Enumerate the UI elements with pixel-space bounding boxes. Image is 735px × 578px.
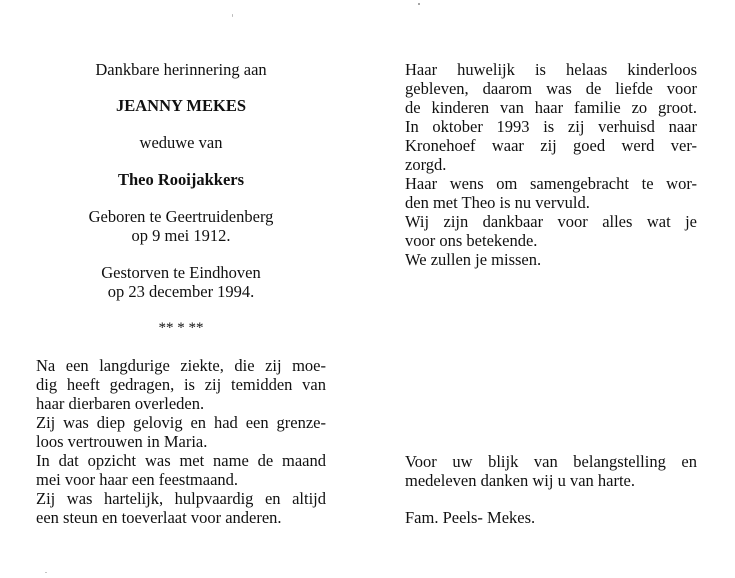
paragraph-line: Na een langdurige ziekte, die zij moe- (36, 356, 326, 375)
left-paragraph (36, 356, 326, 527)
scan-speck (232, 14, 233, 17)
deceased-name: JEANNY MEKES (115, 96, 247, 115)
intro-text: Dankbare herinnering aan (95, 60, 267, 79)
paragraph-line: gebleven, daarom was de liefde voor (405, 79, 697, 98)
paragraph-line: een steun en toeverlaat voor anderen. (36, 508, 282, 527)
thanks-line: medeleven danken wij u van harte. (405, 471, 635, 490)
paragraph-line: Zij was diep gelovig en had een grenze- (36, 413, 326, 432)
death-place: Gestorven te Eindhoven (101, 263, 261, 282)
paragraph-line: voor ons betekende. (405, 231, 538, 250)
paragraph-line: loos vertrouwen in Maria. (36, 432, 208, 451)
death-date: op 23 december 1994. (107, 282, 255, 301)
paragraph-line: In dat opzicht was met name de maand (36, 451, 326, 470)
paragraph-line: Haar wens om samengebracht te wor- (405, 174, 697, 193)
paragraph-line: We zullen je missen. (405, 250, 542, 269)
family-signature: Fam. Peels- Mekes. (405, 508, 536, 527)
separator-stars: ** * ** (158, 320, 204, 336)
paragraph-line: mei voor haar een feestmaand. (36, 470, 239, 489)
widow-of-text: weduwe van (139, 133, 223, 152)
paragraph-line: de kinderen van haar familie zo groot. (405, 98, 697, 117)
paragraph-line: Zij was hartelijk, hulpvaardig en altijd (36, 489, 326, 508)
birth-date: op 9 mei 1912. (131, 226, 231, 245)
paragraph-line: dig heeft gedragen, is zij temidden van (36, 375, 326, 394)
birth-place: Geboren te Geertruidenberg (88, 207, 274, 226)
scan-speck (418, 3, 420, 5)
paragraph-line: haar dierbaren overleden. (36, 394, 205, 413)
thanks-line: Voor uw blijk van belangstelling en (405, 452, 697, 471)
paragraph-line: Kronehoef waar zij goed werd ver- (405, 136, 697, 155)
scan-speck (45, 572, 47, 573)
thanks-block (405, 452, 697, 490)
paragraph-line: In oktober 1993 is zij verhuisd naar (405, 117, 697, 136)
paragraph-line: Haar huwelijk is helaas kinderloos (405, 60, 697, 79)
spouse-name: Theo Rooijakkers (117, 170, 245, 189)
paragraph-line: zorgd. (405, 155, 447, 174)
right-paragraph (405, 60, 697, 269)
paragraph-line: Wij zijn dankbaar voor alles wat je (405, 212, 697, 231)
paragraph-line: den met Theo is nu vervuld. (405, 193, 590, 212)
